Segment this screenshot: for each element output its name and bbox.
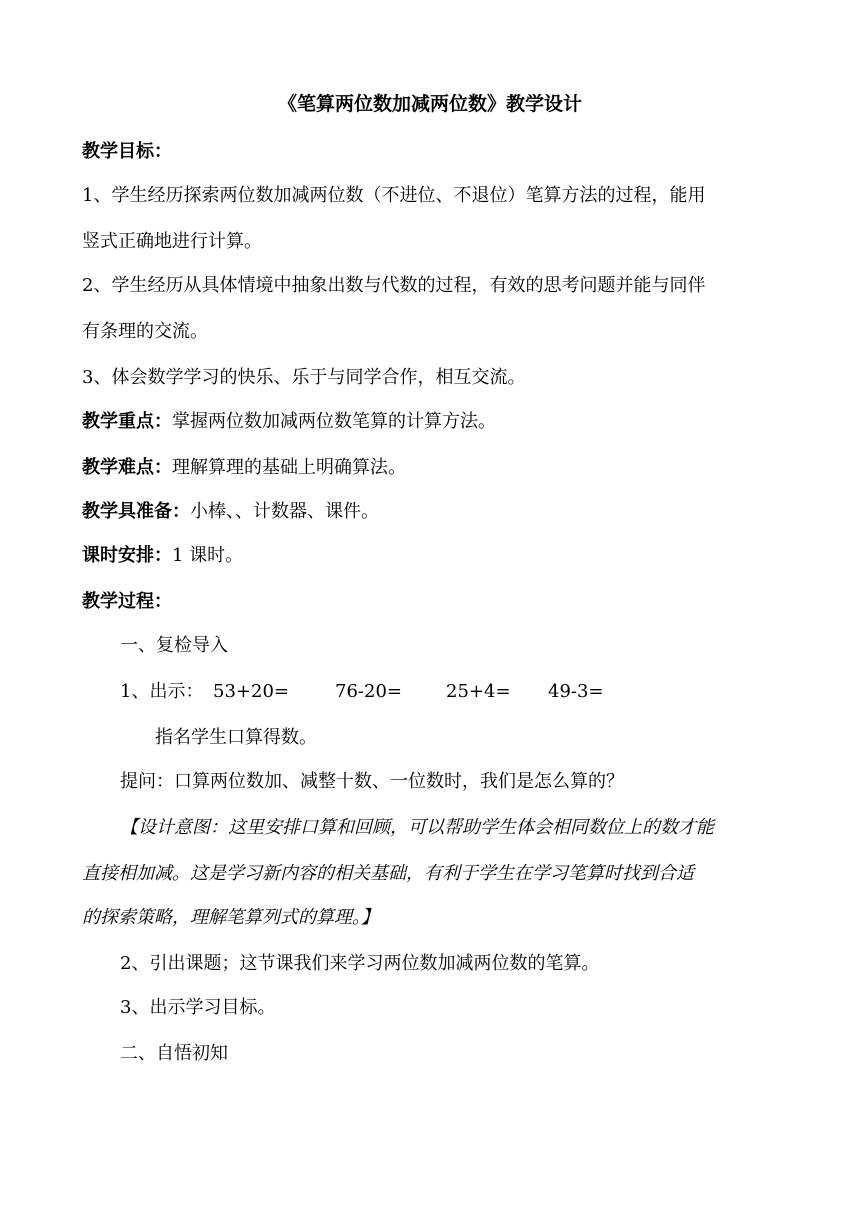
- expression-2: 76-20=: [335, 681, 402, 702]
- schedule: [82, 544, 860, 568]
- instruction: 指名学生口算得数。: [155, 727, 317, 748]
- materials-text: 小棒、、计数器、课件。: [190, 501, 379, 522]
- materials: [82, 500, 860, 524]
- objective-3: 3、体会数学学习的快乐、乐于与同学合作，相互交流。: [82, 367, 526, 388]
- step-2: 2、引出课题；这节课我们来学习两位数加减两位数的笔算。: [120, 953, 600, 974]
- key-point: [82, 410, 860, 434]
- objective-2-line-2: 有条理的交流。: [82, 321, 208, 342]
- difficulty: [82, 456, 860, 480]
- process-heading: 教学过程：: [82, 591, 172, 612]
- expression-1: 53+20=: [213, 681, 289, 702]
- objective-1-line-2: 竖式正确地进行计算。: [82, 231, 262, 252]
- intent-line-2: 直接相加减。这是学习新内容的相关基础，有利于学生在学习笔算时找到合适: [82, 863, 694, 884]
- difficulty-label: 教学难点：: [82, 457, 172, 478]
- question: 提问：口算两位数加、减整十数、一位数时，我们是怎么算的？: [120, 771, 624, 792]
- show-label: 1、出示：: [120, 681, 204, 702]
- document-title: 《笔算两位数加减两位数》教学设计: [277, 93, 582, 115]
- objectives-heading: 教学目标：: [82, 141, 172, 162]
- intent-line-3: 的探索策略，理解笔算列式的算理。】: [82, 907, 379, 928]
- objective-1-line-1: 1、学生经历探索两位数加减两位数（不进位、不退位）笔算方法的过程，能用: [82, 185, 706, 206]
- schedule-label: 课时安排：: [82, 545, 172, 566]
- expression-4: 49-3=: [548, 681, 604, 702]
- expressions-row: [120, 680, 820, 704]
- expression-3: 25+4=: [446, 681, 511, 702]
- section-1-heading: 一、复检导入: [120, 635, 228, 656]
- objective-2-line-1: 2、学生经历从具体情境中抽象出数与代数的过程，有效的思考问题并能与同伴: [82, 275, 706, 296]
- materials-label: 教学具准备：: [82, 501, 190, 522]
- section-2-heading: 二、自悟初知: [120, 1043, 228, 1064]
- key-point-text: 掌握两位数加减两位数笔算的计算方法。: [172, 411, 496, 432]
- key-point-label: 教学重点：: [82, 411, 172, 432]
- intent-line-1: 【设计意图：这里安排口算和回顾，可以帮助学生体会相同数位上的数才能: [120, 817, 714, 838]
- difficulty-text: 理解算理的基础上明确算法。: [172, 457, 406, 478]
- step-3: 3、出示学习目标。: [120, 997, 276, 1018]
- schedule-text: 1 课时。: [172, 545, 244, 566]
